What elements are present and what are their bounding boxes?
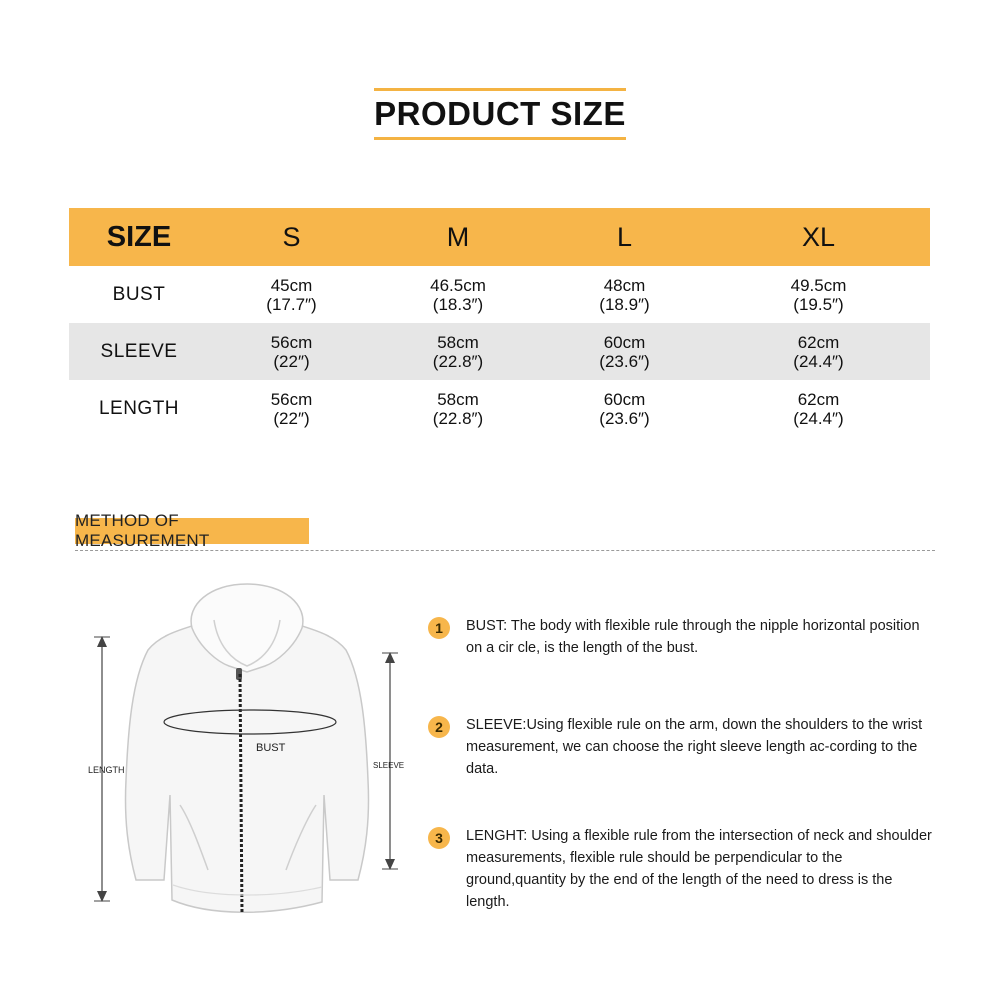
table-row-length — [69, 380, 930, 437]
cell-cm: 45cm — [270, 275, 313, 295]
cell-cm: 56cm — [270, 389, 313, 409]
note-text: BUST: The body with flexible rule through the nipple horizontal position on a cir cle, is the length of the bust. — [466, 618, 920, 656]
header-s: S — [282, 221, 301, 252]
cell-inch: (24.4″) — [793, 408, 844, 428]
note-sleeve — [428, 714, 938, 780]
cell-sleeve-m — [374, 323, 542, 380]
length-arrow-head-bottom — [97, 891, 107, 902]
note-bust — [428, 615, 938, 659]
cell-cm: 49.5cm — [790, 275, 847, 295]
cell-inch: (22.8″) — [432, 351, 484, 371]
header-l: L — [616, 221, 633, 252]
row-label-sleeve: SLEEVE — [100, 341, 178, 362]
cell-cm: 62cm — [797, 389, 840, 409]
method-of-measurement-label: METHOD OF MEASUREMENT — [75, 518, 309, 544]
bust-diagram-label: BUST — [256, 742, 286, 754]
cell-bust-m — [374, 266, 542, 323]
sleeve-diagram-label: SLEEVE — [373, 761, 405, 770]
cell-bust-s — [209, 266, 374, 323]
cell-inch: (23.6″) — [599, 351, 650, 371]
cell-inch: (23.6″) — [599, 408, 650, 428]
size-header-row — [69, 208, 930, 266]
step-number-icon: 3 — [428, 827, 450, 849]
size-chart-table — [69, 208, 930, 437]
cell-length-m — [374, 380, 542, 437]
cell-inch: (18.3″) — [432, 294, 484, 314]
cell-inch: (19.5″) — [793, 294, 844, 314]
header-m: M — [446, 221, 470, 252]
note-text: SLEEVE:Using flexible rule on the arm, down the shoulders to the wrist measurement, we can choose the right sleeve length ac-cording to the data. — [466, 717, 923, 777]
cell-bust-l — [542, 266, 707, 323]
cell-cm: 60cm — [603, 389, 646, 409]
cell-cm: 46.5cm — [430, 275, 486, 295]
cell-inch: (22″) — [273, 351, 310, 371]
cell-inch: (22.8″) — [432, 408, 484, 428]
cell-sleeve-l — [542, 323, 707, 380]
section-divider — [75, 550, 935, 551]
cell-length-xl — [707, 380, 930, 437]
hoodie-measurement-diagram — [80, 580, 420, 920]
cell-inch: (18.9″) — [599, 294, 650, 314]
step-number-icon: 2 — [428, 716, 450, 738]
sleeve-arrow-head-top — [385, 652, 395, 663]
page-title: PRODUCT SIZE — [374, 95, 626, 132]
cell-cm: 56cm — [270, 332, 313, 352]
note-text: LENGHT: Using a flexible rule from the intersection of neck and shoulder measurements, flexible rule should be perpendicular to the ground,quantity by the end of the length of the need to dress is the length. — [466, 828, 932, 910]
sleeve-arrow-head-bottom — [385, 859, 395, 870]
cell-inch: (22″) — [273, 408, 310, 428]
header-xl: XL — [801, 221, 836, 252]
cell-length-s — [209, 380, 374, 437]
note-length — [428, 825, 938, 913]
length-arrow-head-top — [97, 636, 107, 647]
cell-length-l — [542, 380, 707, 437]
row-label-length: LENGTH — [98, 398, 180, 419]
cell-bust-xl — [707, 266, 930, 323]
cell-sleeve-s — [209, 323, 374, 380]
page-title-box — [374, 88, 626, 140]
table-row-sleeve — [69, 323, 930, 380]
row-label-bust: BUST — [112, 284, 166, 305]
cell-cm: 58cm — [437, 332, 479, 352]
step-number-icon: 1 — [428, 617, 450, 639]
cell-inch: (17.7″) — [266, 294, 317, 314]
cell-cm: 48cm — [603, 275, 646, 295]
cell-sleeve-xl — [707, 323, 930, 380]
cell-cm: 62cm — [797, 332, 840, 352]
length-diagram-label: LENGTH — [88, 765, 125, 775]
cell-cm: 60cm — [603, 332, 646, 352]
cell-cm: 58cm — [437, 389, 479, 409]
table-row-bust — [69, 266, 930, 323]
header-size: SIZE — [106, 220, 172, 253]
cell-inch: (24.4″) — [793, 351, 844, 371]
